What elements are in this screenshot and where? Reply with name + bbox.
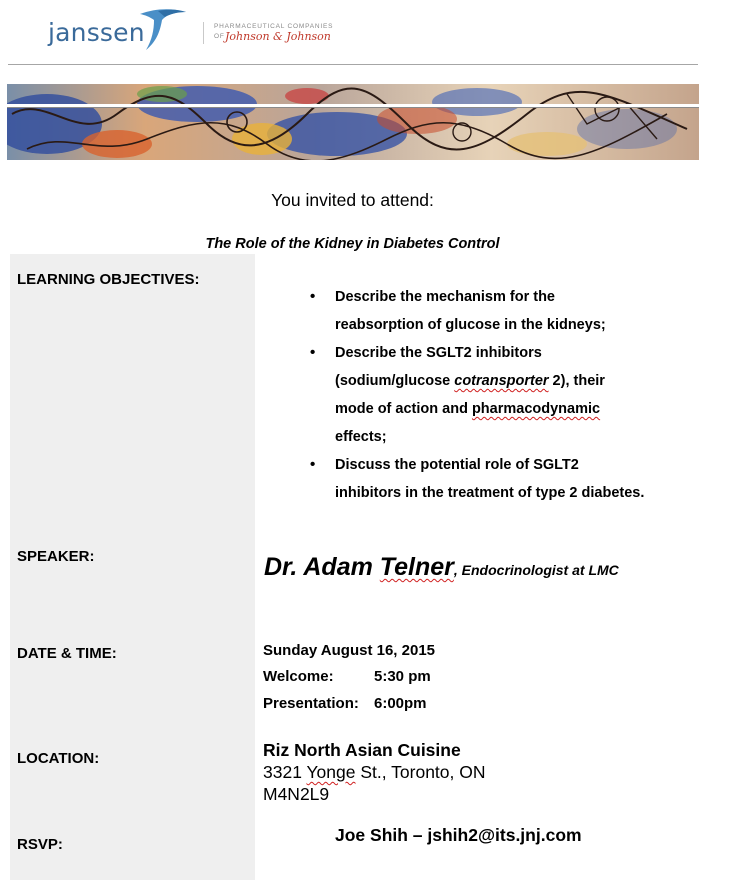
janssen-logo (44, 6, 364, 52)
list-item (310, 339, 710, 451)
logo-parent-company: Johnson & Johnson (225, 30, 331, 43)
speaker-block (264, 553, 619, 582)
objective-line: reabsorption of glucose in the kidneys; (335, 317, 606, 333)
logo-pharma-line: PHARMACEUTICAL COMPANIES (214, 23, 334, 30)
street-number: 3321 (263, 762, 307, 782)
swoosh-icon (138, 6, 188, 52)
objective-term-pharmacodynamic: pharmacodynamic (471, 401, 601, 417)
speaker-surname: Telner (379, 553, 454, 581)
label-learning-objectives: LEARNING OBJECTIVES: (17, 271, 200, 288)
welcome-label: Welcome: (263, 668, 334, 685)
label-speaker: SPEAKER: (17, 548, 95, 565)
presentation-time: 6:00pm (374, 695, 427, 712)
objective-line: (sodium/glucose (335, 373, 455, 389)
decorative-banner (7, 84, 699, 160)
objective-line: Describe the mechanism for the (335, 289, 555, 305)
logo-of: OF (214, 33, 225, 40)
header-divider (8, 64, 698, 65)
objective-term-cotransporter: cotransporter (454, 373, 549, 389)
speaker-role: , Endocrinologist at LMC (453, 562, 619, 578)
label-rsvp: RSVP: (17, 836, 63, 853)
list-item (310, 283, 710, 339)
objective-line: Describe the SGLT2 inhibitors (335, 345, 542, 361)
venue-postal-code: M4N2L9 (263, 784, 330, 804)
speaker-name-prefix: Dr. Adam (264, 553, 380, 581)
venue-address (263, 762, 486, 783)
abstract-art-image (7, 84, 699, 160)
event-date: Sunday August 16, 2015 (263, 642, 436, 659)
welcome-row (263, 668, 431, 685)
objective-line: inhibitors in the treatment of type 2 diabetes. (335, 485, 645, 501)
welcome-time: 5:30 pm (374, 668, 431, 685)
label-date-time: DATE & TIME: (17, 645, 117, 662)
rsvp-contact[interactable]: Joe Shih – jshih2@its.jnj.com (335, 825, 582, 845)
objective-line: Discuss the potential role of SGLT2 (335, 457, 579, 473)
logo-wordmark: janssen (48, 18, 145, 47)
event-title: The Role of the Kidney in Diabetes Control (205, 236, 500, 252)
label-column (10, 254, 255, 880)
street-name: Yonge (306, 762, 356, 782)
objectives-list (310, 283, 710, 507)
label-location: LOCATION: (17, 750, 100, 767)
objective-line: mode of action and (335, 401, 472, 417)
presentation-label: Presentation: (263, 695, 359, 712)
objective-line: effects; (335, 429, 387, 445)
invite-heading: You invited to attend: (271, 190, 434, 210)
presentation-row (263, 695, 427, 712)
venue-name: Riz North Asian Cuisine (263, 740, 461, 760)
street-city: St., Toronto, ON (355, 762, 486, 782)
logo-divider (203, 22, 204, 44)
objective-line: 2), their (548, 373, 605, 389)
list-item (310, 451, 710, 507)
